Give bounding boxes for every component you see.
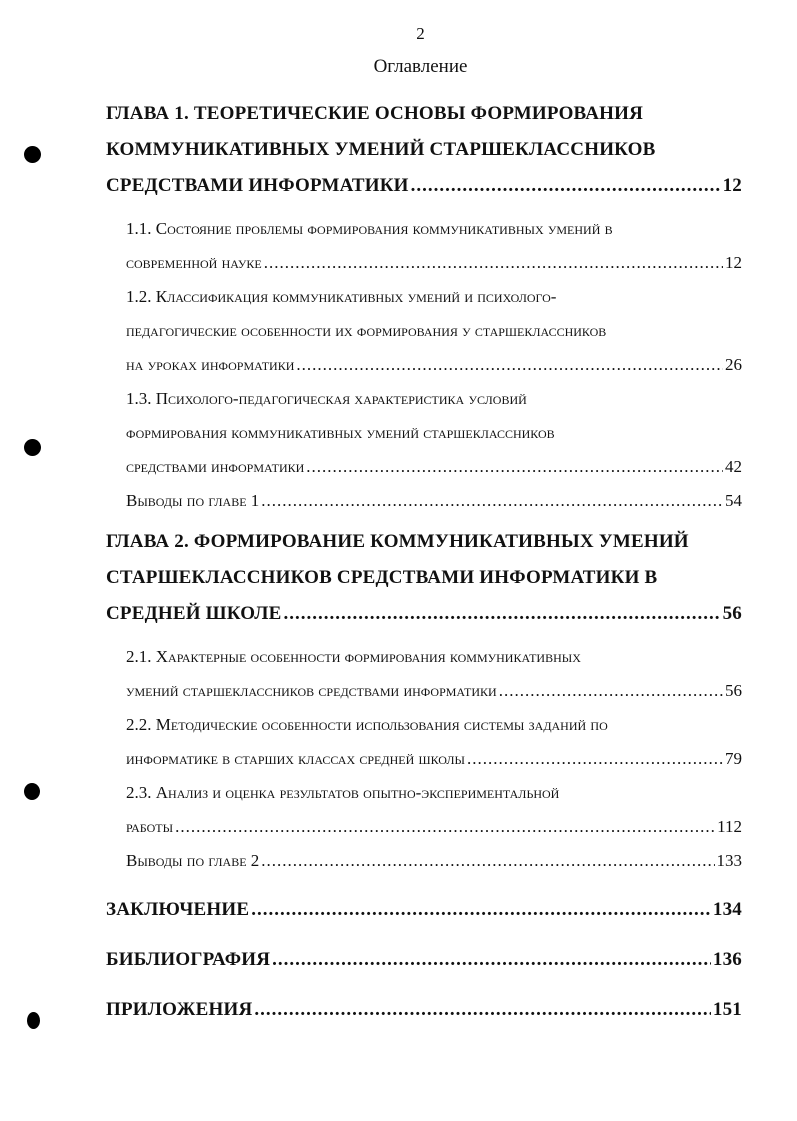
chapter-title-line: СРЕДНЕЙ ШКОЛЕ ..... 56	[106, 596, 742, 632]
page-ref: 12	[722, 175, 742, 196]
page-number: 2	[416, 24, 425, 43]
section-entry[interactable]: 1.1. Состояние проблемы формирования коммуникативных умений в современной науке ..... 12	[106, 212, 742, 280]
page-ref: 79	[725, 749, 742, 768]
chapter-title-line: КОММУНИКАТИВНЫХ УМЕНИЙ СТАРШЕКЛАССНИКОВ	[106, 139, 656, 160]
page-ref: 134	[712, 899, 742, 920]
page-ref: 42	[725, 457, 742, 476]
chapter-title-line: ГЛАВА 1. ТЕОРЕТИЧЕСКИЕ ОСНОВЫ ФОРМИРОВАНИЯ	[106, 103, 644, 124]
page-ref: 56	[725, 681, 742, 700]
page-ref: 151	[712, 999, 742, 1020]
bibliography-entry[interactable]: БИБЛИОГРАФИЯ ..... 136	[106, 942, 742, 978]
page-ref: 136	[712, 949, 742, 970]
chapter-2-sections	[106, 640, 742, 878]
page-ref: 54	[725, 491, 742, 510]
binder-hole	[24, 439, 41, 456]
page-ref: 112	[717, 817, 742, 836]
section-entry[interactable]: Выводы по главе 2 ..... 133	[106, 844, 742, 878]
chapter-title-line: СРЕДСТВАМИ ИНФОРМАТИКИ ..... 12	[106, 168, 742, 204]
section-entry[interactable]: 2.1. Характерные особенности формирования коммуникативных умений старшеклассников средствами информатики ..... 56	[106, 640, 742, 708]
page-ref: 133	[716, 851, 742, 870]
section-entry[interactable]: Выводы по главе 1 ..... 54	[106, 484, 742, 518]
section-entry[interactable]: 1.2. Классификация коммуникативных умений и психолого- педагогические особенности их формирования у старшеклассников на уроках информатики ..... 26	[106, 280, 742, 382]
toc-title: Оглавление	[373, 56, 468, 77]
binder-hole	[24, 783, 40, 800]
chapter-1-entry[interactable]	[106, 96, 742, 204]
table-of-contents	[106, 96, 742, 1028]
binder-hole	[24, 146, 41, 163]
appendices-entry[interactable]: ПРИЛОЖЕНИЯ ..... 151	[106, 992, 742, 1028]
page-ref: 26	[725, 355, 742, 374]
chapter-2-entry[interactable]	[106, 524, 742, 632]
chapter-title-line: СТАРШЕКЛАССНИКОВ СРЕДСТВАМИ ИНФОРМАТИКИ В	[106, 567, 658, 588]
page-ref: 12	[725, 253, 742, 272]
section-entry[interactable]: 2.3. Анализ и оценка результатов опытно-экспериментальной работы ..... 112	[106, 776, 742, 844]
binder-hole	[27, 1012, 40, 1029]
chapter-1-sections	[106, 212, 742, 518]
conclusion-entry[interactable]: ЗАКЛЮЧЕНИЕ ..... 134	[106, 892, 742, 928]
section-entry[interactable]: 2.2. Методические особенности использования системы заданий по информатике в старших классах средней школы ..... 79	[106, 708, 742, 776]
chapter-title-line: ГЛАВА 2. ФОРМИРОВАНИЕ КОММУНИКАТИВНЫХ УМЕНИЙ	[106, 531, 689, 552]
page-ref: 56	[722, 603, 742, 624]
section-entry[interactable]: 1.3. Психолого-педагогическая характеристика условий формирования коммуникативных умений старшеклассников средствами информатики ..... 42	[106, 382, 742, 484]
